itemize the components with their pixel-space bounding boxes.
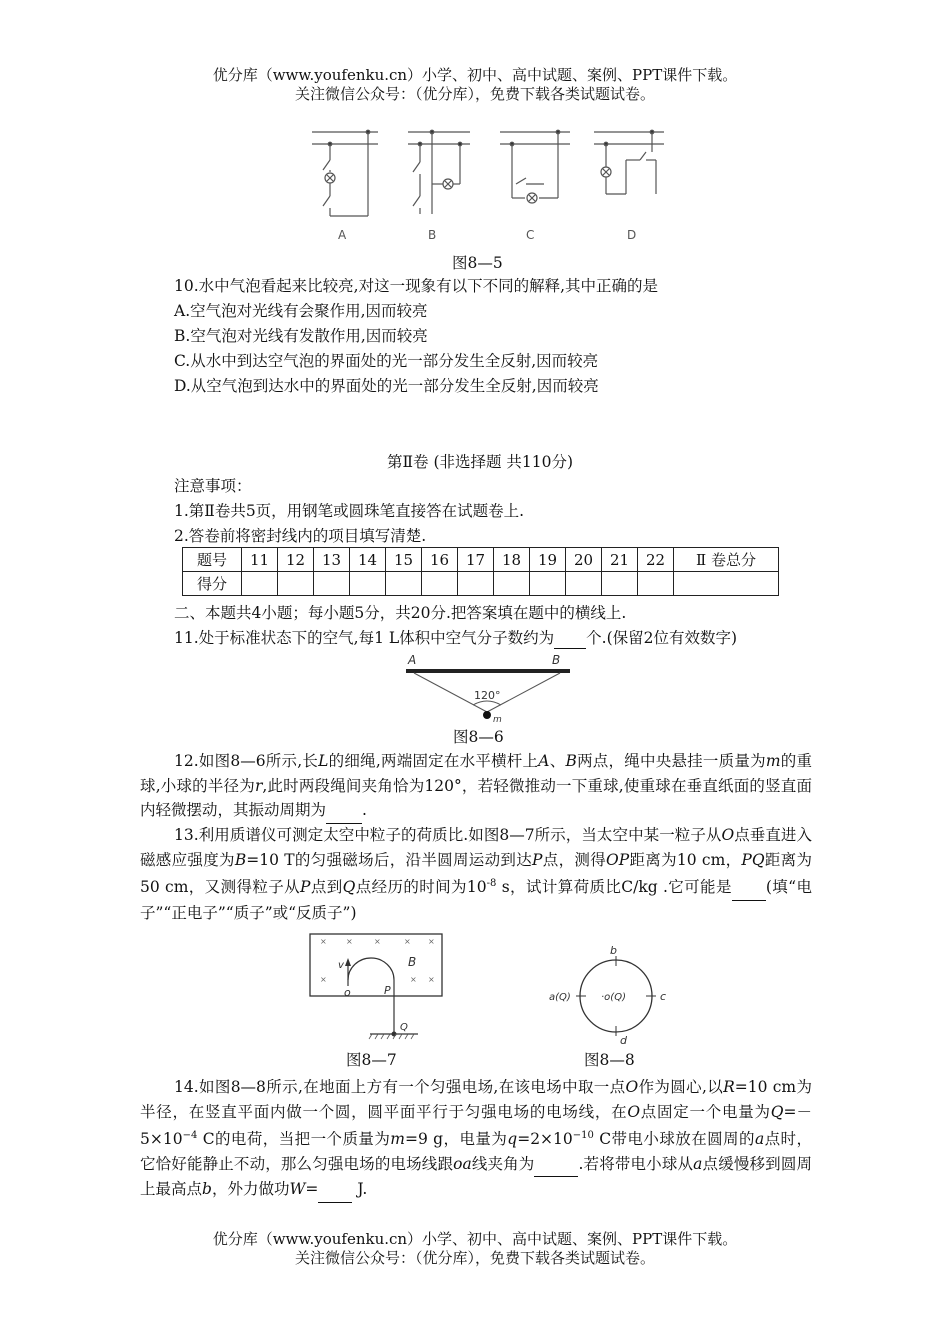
q14-part: 线夹角为: [471, 1154, 535, 1173]
q13-exponent: -8: [486, 878, 497, 889]
score-cell-14[interactable]: [350, 572, 386, 596]
q13-part: 13.利用质谱仪可测定太空中粒子的荷质比.如图8—7所示，当太空中某一粒子从: [174, 826, 722, 844]
svg-text:×: ×: [374, 937, 381, 946]
header-line-2: 关注微信公众号：（优分库），免费下载各类试题试卷。: [294, 85, 655, 103]
q12-var-m: m: [765, 752, 781, 770]
svg-text:×: ×: [320, 975, 327, 984]
q12-part: 两点，绳中央悬挂一质量为: [576, 752, 766, 770]
q13-part: 距离为10 cm，: [629, 850, 742, 869]
svg-text:×: ×: [410, 975, 417, 984]
score-cell-total[interactable]: [674, 572, 779, 596]
score-cell-17[interactable]: [458, 572, 494, 596]
q13-part: 距离为50 cm，又测得粒子从: [140, 850, 812, 897]
figure-8-8-label-o: ·o(Q): [601, 992, 626, 1003]
q14-part: J.: [352, 1180, 368, 1199]
figure-8-7-mass-spectrometer: [308, 930, 448, 1050]
q14-var-oa: oa: [453, 1154, 472, 1173]
q14-exponent: −4: [182, 1130, 198, 1141]
footer-line-1: 优分库（www.youfenku.cn）小学、初中、高中试题、案例、PPT课件下载。: [212, 1230, 738, 1248]
figure-8-8-label-a: a(Q): [549, 992, 571, 1003]
header-line-1: 优分库（www.youfenku.cn）小学、初中、高中试题、案例、PPT课件下载。: [212, 66, 738, 84]
q12-answer-blank[interactable]: [326, 798, 362, 824]
figure-8-5-label-c: C: [526, 228, 535, 242]
score-header-20: 20: [566, 548, 602, 572]
score-header-13: 13: [314, 548, 350, 572]
q14-part: =9 g，电量为: [404, 1130, 508, 1149]
notice-1: 1.第Ⅱ卷共5页，用钢笔或圆珠笔直接答在试题卷上.: [174, 502, 525, 520]
score-cell-22[interactable]: [638, 572, 674, 596]
score-cell-20[interactable]: [566, 572, 602, 596]
figure-8-7-label-o: o: [344, 986, 351, 999]
q14-part: =10 cm为半径，在竖直平面内做一个圆，圆平面平行于匀强电场的电场线，在: [140, 1078, 812, 1121]
score-header-16: 16: [422, 548, 458, 572]
figure-8-8-label-d: d: [620, 1034, 627, 1047]
q14-var-q-small: q: [507, 1130, 518, 1149]
q14-var-r: R: [723, 1078, 735, 1096]
score-cell-12[interactable]: [278, 572, 314, 596]
score-header-11: 11: [242, 548, 278, 572]
q10-option-a: A.空气泡对光线有会聚作用,因而较亮: [174, 302, 428, 320]
figure-8-7-label-p: P: [384, 984, 391, 997]
figure-8-8-circle: [548, 940, 678, 1048]
q11-text: [174, 628, 737, 649]
score-header-total: Ⅱ 卷总分: [674, 548, 779, 572]
figure-8-5-label-b: B: [428, 228, 437, 242]
score-table-score-row: [183, 572, 779, 596]
q13-var-o: O: [721, 826, 735, 844]
section2-intro: 二、本题共4小题；每小题5分，共20分.把答案填在题中的横线上.: [174, 604, 627, 622]
figure-8-6-angle: 120°: [474, 689, 501, 702]
figure-8-8-caption: 图8—8: [584, 1051, 635, 1069]
q14-var-a: a: [693, 1154, 703, 1173]
figure-8-7-label-v: v: [338, 960, 344, 971]
q14-var-a: a: [754, 1130, 765, 1149]
q12-part: 的重球,小球的半径为: [140, 752, 812, 795]
figure-8-6-pendulum: [400, 652, 580, 724]
q14-angle-answer-blank[interactable]: [534, 1152, 578, 1178]
score-cell-15[interactable]: [386, 572, 422, 596]
footer-line-2: 关注微信公众号：（优分库），免费下载各类试题试卷。: [294, 1249, 655, 1267]
q14-exponent: −10: [572, 1130, 594, 1141]
score-cell-21[interactable]: [602, 572, 638, 596]
q10-option-d: D.从空气泡到达水中的界面处的光一部分发生全反射,因而较亮: [174, 377, 599, 395]
q12-part: .: [362, 801, 367, 819]
q13-part: s，试计算荷质比: [496, 878, 622, 897]
q12-var-l: L: [318, 752, 329, 770]
q10-stem: 10.水中气泡看起来比较亮,对这一现象有以下不同的解释,其中正确的是: [174, 277, 659, 295]
notice-title: 注意事项：: [174, 477, 252, 495]
figure-8-7-label-q: Q: [400, 1022, 408, 1033]
score-cell-18[interactable]: [494, 572, 530, 596]
q12-part: ,此时两段绳间夹角恰为120°，若轻微推动一下重球,使重球在垂直纸面的竖直面内轻微摆动，其振动周期为: [140, 776, 812, 819]
svg-text:×: ×: [428, 975, 435, 984]
q12-part: 的细绳,两端固定在水平横杆上: [328, 752, 539, 770]
q13-var-p: P: [532, 850, 543, 869]
q13-var-p: P: [300, 878, 311, 897]
q13-text: [140, 823, 812, 925]
score-table-header-row: [183, 548, 779, 572]
score-header-17: 17: [458, 548, 494, 572]
figure-8-6-label-b: B: [552, 653, 561, 667]
q14-part: 点缓慢移到圆周上最高点: [140, 1154, 812, 1199]
figure-8-6-label-a: A: [408, 653, 417, 667]
q14-part: 点时，它恰好能静止不动，那么匀强电场的电场线跟: [140, 1130, 812, 1173]
q11-answer-blank[interactable]: [554, 628, 586, 649]
q14-part: =2×10: [517, 1130, 573, 1149]
q13-part: 点经历的时间为10: [355, 878, 487, 897]
q14-var-m: m: [390, 1130, 405, 1149]
q13-part: 点到: [310, 878, 343, 897]
svg-text:×: ×: [428, 937, 435, 946]
figure-8-7-label-b: B: [408, 955, 417, 969]
figure-8-8-label-b: b: [610, 944, 617, 957]
figure-8-8-label-c: c: [660, 990, 667, 1003]
part2-title: 第Ⅱ卷 (非选择题 共110分): [387, 453, 574, 471]
q13-part: =10 T的匀强磁场后，沿半圆周运动到达: [246, 850, 533, 869]
q14-var-q: Q: [770, 1102, 784, 1121]
q14-var-o: O: [625, 1078, 639, 1096]
q14-part: .若将带电小球从: [578, 1154, 694, 1173]
svg-text:×: ×: [320, 937, 327, 946]
q14-part: =－5×10: [140, 1102, 812, 1149]
q13-var-op: OP: [606, 850, 630, 869]
q14-var-w: W: [289, 1180, 306, 1199]
q14-part: C的电荷，当把一个质量为: [197, 1130, 391, 1149]
figure-8-5-label-d: D: [627, 228, 637, 242]
q14-var-o: O: [627, 1102, 641, 1121]
q13-part: (填“电子”“正电子”“质子”或“反质子”): [140, 878, 812, 922]
score-cell-11[interactable]: [242, 572, 278, 596]
score-header-18: 18: [494, 548, 530, 572]
figure-8-6-caption: 图8—6: [453, 728, 504, 746]
score-table: [182, 547, 779, 596]
q10-option-b: B.空气泡对光线有发散作用,因而较亮: [174, 327, 428, 345]
score-cell-13[interactable]: [314, 572, 350, 596]
q14-part: C带电小球放在圆周的: [593, 1130, 755, 1149]
figure-8-6-label-m: m: [493, 715, 502, 724]
q12-part: 12.如图8—6所示,长: [174, 752, 319, 770]
score-header-15: 15: [386, 548, 422, 572]
q10-option-c: C.从水中到达空气泡的界面处的光一部分发生全反射,因而较亮: [174, 352, 599, 370]
q12-var-r: r: [254, 776, 263, 795]
figure-8-5-caption: 图8—5: [452, 254, 503, 272]
score-cell-19[interactable]: [530, 572, 566, 596]
svg-text:×: ×: [404, 937, 411, 946]
q14-part: =: [305, 1180, 319, 1199]
score-header-14: 14: [350, 548, 386, 572]
score-header-12: 12: [278, 548, 314, 572]
figure-8-7-caption: 图8—7: [346, 1051, 397, 1069]
q14-var-b: b: [202, 1180, 212, 1199]
score-header-19: 19: [530, 548, 566, 572]
q14-text: [140, 1075, 812, 1203]
q13-part: C/kg .它可能是: [621, 878, 732, 897]
q13-part: 点，测得: [542, 850, 607, 869]
q13-var-b: B: [234, 850, 247, 869]
score-header-21: 21: [602, 548, 638, 572]
q12-var-b: B: [565, 752, 577, 770]
q14-work-answer-blank[interactable]: [318, 1177, 352, 1203]
q14-part: 点固定一个电量为: [640, 1102, 771, 1121]
q13-part: 点垂直进入磁感应强度为: [140, 826, 812, 869]
q12-part: 、: [549, 752, 566, 770]
q12-var-a: A: [538, 752, 550, 770]
score-header-22: 22: [638, 548, 674, 572]
score-cell-16[interactable]: [422, 572, 458, 596]
score-row-label: 得分: [183, 572, 242, 596]
q13-var-pq: PQ: [741, 850, 765, 869]
q14-part: ，外力做功: [211, 1180, 290, 1199]
q13-answer-blank[interactable]: [732, 875, 766, 901]
figure-8-5-label-a: A: [338, 228, 347, 242]
q11-before: 11.处于标准状态下的空气,每1 L体积中空气分子数约为: [174, 629, 555, 647]
q12-text: [140, 749, 812, 824]
notice-2: 2.答卷前将密封线内的项目填写清楚.: [174, 527, 427, 545]
figure-8-5-circuits: [300, 122, 680, 246]
q11-after: 个.(保留2位有效数字): [586, 629, 738, 647]
svg-text:×: ×: [346, 937, 353, 946]
q13-var-q: Q: [342, 878, 356, 897]
q14-part: 作为圆心,以: [638, 1078, 724, 1096]
score-header-label: 题号: [183, 548, 242, 572]
q14-part: 14.如图8—8所示,在地面上方有一个匀强电场,在该电场中取一点: [174, 1078, 626, 1096]
